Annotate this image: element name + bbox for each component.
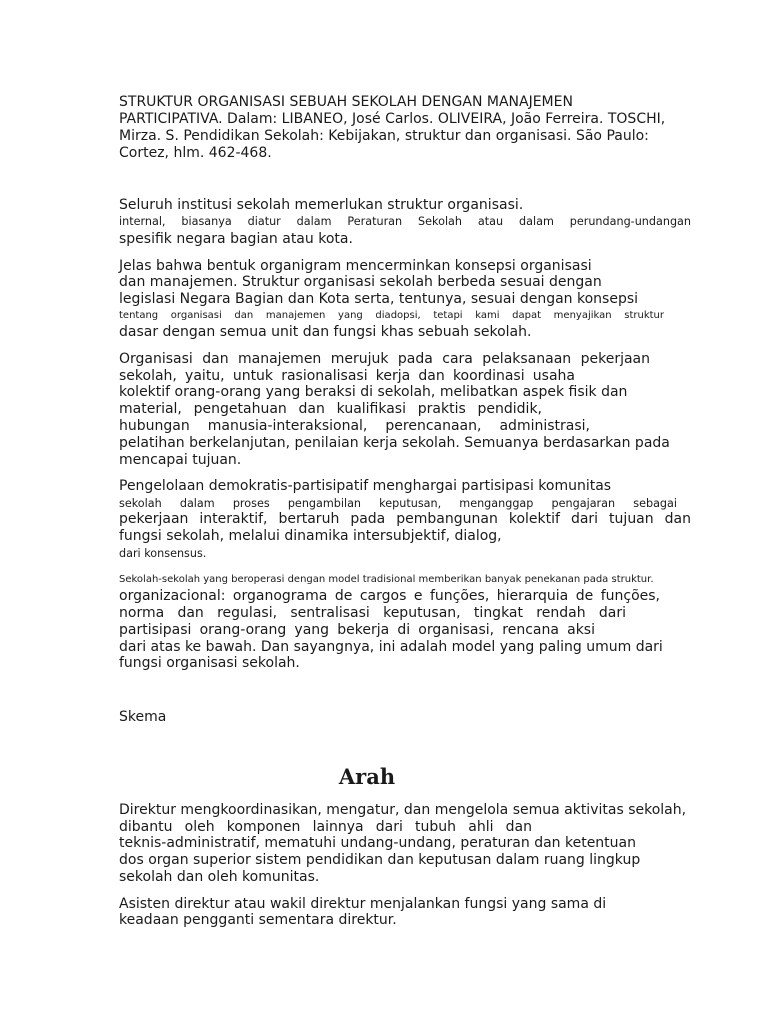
reference-line: Mirza. S. Pendidikan Sekolah: Kebijakan, struktur dan organisasi. São Paulo:	[119, 128, 649, 144]
paragraph-line: Sekolah-sekolah yang beroperasi dengan model tradisional memberikan banyak penekanan pada struktur.	[119, 574, 654, 585]
reference-line: Cortez, hlm. 462-468.	[119, 145, 272, 161]
paragraph-line: partisipasi orang-orang yang bekerja di organisasi, rencana aksi	[119, 622, 595, 638]
paragraph-line: legislasi Negara Bagian dan Kota serta, tentunya, sesuai dengan konsepsi	[119, 291, 639, 307]
paragraph-line: dasar dengan semua unit dan fungsi khas sebuah sekolah.	[119, 324, 532, 340]
paragraph-line: Organisasi dan manajemen merujuk pada cara pelaksanaan pekerjaan	[119, 351, 650, 367]
schema-label: Skema	[119, 709, 167, 725]
paragraph-line: pekerjaan interaktif, bertaruh pada pembangunan kolektif dari tujuan dan	[119, 511, 691, 527]
paragraph-line: teknis-administratif, mematuhi undang-undang, peraturan dan ketentuan	[119, 835, 636, 851]
paragraph-line: dos organ superior sistem pendidikan dan keputusan dalam ruang lingkup	[119, 852, 641, 868]
paragraph-line: keadaan pengganti sementara direktur.	[119, 912, 397, 928]
reference-line: STRUKTUR ORGANISASI SEBUAH SEKOLAH DENGAN MANAJEMEN	[119, 94, 573, 110]
paragraph-line: dari atas ke bawah. Dan sayangnya, ini adalah model yang paling umum dari	[119, 639, 663, 655]
section-heading: Arah	[338, 764, 396, 789]
paragraph-line: tentang organisasi dan manajemen yang diadopsi, tetapi kami dapat menyajikan struktur	[119, 310, 664, 321]
paragraph-line: Direktur mengkoordinasikan, mengatur, dan mengelola semua aktivitas sekolah,	[119, 802, 687, 818]
paragraph-line: fungsi organisasi sekolah.	[119, 655, 300, 671]
paragraph-line: dibantu oleh komponen lainnya dari tubuh ahli dan	[119, 819, 532, 835]
paragraph-line: material, pengetahuan dan kualifikasi praktis pendidik,	[119, 401, 542, 417]
paragraph-line: organizacional: organograma de cargos e funções, hierarquia de funções,	[119, 588, 660, 604]
paragraph-line: fungsi sekolah, melalui dinamika intersubjektif, dialog,	[119, 528, 502, 544]
paragraph-line: mencapai tujuan.	[119, 452, 242, 468]
paragraph-line: norma dan regulasi, sentralisasi keputusan, tingkat rendah dari	[119, 605, 626, 621]
paragraph-line: sekolah, yaitu, untuk rasionalisasi kerja dan koordinasi usaha	[119, 368, 575, 384]
paragraph-line: Seluruh institusi sekolah memerlukan struktur organisasi.	[119, 197, 524, 213]
paragraph-line: kolektif orang-orang yang beraksi di sekolah, melibatkan aspek fisik dan	[119, 384, 628, 400]
paragraph-line: sekolah dalam proses pengambilan keputusan, menganggap pengajaran sebagai	[119, 497, 677, 510]
paragraph-line: spesifik negara bagian atau kota.	[119, 231, 353, 247]
paragraph-line: dan manajemen. Struktur organisasi sekolah berbeda sesuai dengan	[119, 274, 602, 290]
paragraph-line: Pengelolaan demokratis-partisipatif menghargai partisipasi komunitas	[119, 478, 612, 494]
paragraph-line: dari konsensus.	[119, 547, 207, 560]
paragraph-line: sekolah dan oleh komunitas.	[119, 869, 320, 885]
paragraph-line: pelatihan berkelanjutan, penilaian kerja sekolah. Semuanya berdasarkan pada	[119, 435, 670, 451]
paragraph-line: internal, biasanya diatur dalam Peraturan Sekolah atau dalam perundang-undangan	[119, 215, 691, 228]
paragraph-line: Asisten direktur atau wakil direktur menjalankan fungsi yang sama di	[119, 896, 607, 912]
paragraph-line: hubungan manusia-interaksional, perencanaan, administrasi,	[119, 418, 590, 434]
reference-line: PARTICIPATIVA. Dalam: LIBANEO, José Carlos. OLIVEIRA, João Ferreira. TOSCHI,	[119, 111, 666, 127]
paragraph-line: Jelas bahwa bentuk organigram mencerminkan konsepsi organisasi	[119, 258, 592, 274]
